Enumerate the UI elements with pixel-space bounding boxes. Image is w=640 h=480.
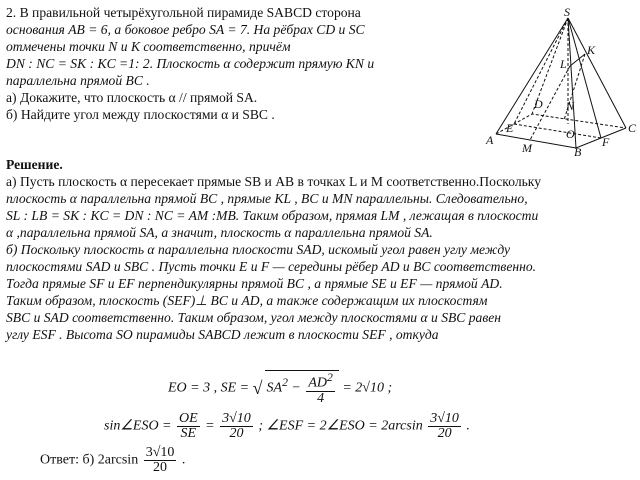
formula-text: . [466, 418, 470, 434]
solution-line: SBC и SAD соответственно. Таким образом, угол между плоскостями α и SBC равен [6, 310, 502, 325]
problem-line: а) Докажите, что плоскость α // прямой SA. [6, 90, 258, 105]
solution-line: α ,параллельна прямой SA, а значит, плоскость α параллельна прямой SA. [6, 225, 433, 240]
solution-heading: Решение. [6, 157, 63, 172]
formula-text: . [181, 452, 186, 468]
figure-label: E [506, 121, 514, 135]
figure-label: N [566, 99, 575, 113]
formula-text: SA [266, 380, 283, 396]
figure-label: L [560, 57, 567, 71]
solution-line: Таким образом, плоскость (SEF)⊥ BC и AD, а также содержащим их плоскостям [6, 293, 488, 308]
formula-text: sin∠ESO = [104, 418, 172, 434]
problem-line: б) Найдите угол между плоскостями α и SBC . [6, 107, 275, 122]
formula-text: SE [180, 426, 197, 441]
figure-label: B [574, 145, 582, 156]
fraction [306, 371, 335, 406]
problem-statement [6, 4, 374, 123]
answer [40, 446, 185, 475]
figure-label: D [534, 97, 543, 111]
figure-label: F [602, 135, 610, 149]
solution-line: плоскость α параллельна прямой BC , прямые KL , BC и MN параллельны. Следовательно, [6, 191, 528, 206]
formula-text: ; ∠ESF = 2∠ESO = 2arcsin [258, 418, 423, 434]
formula-text: OE [179, 411, 198, 426]
formula-text: − [291, 380, 301, 396]
solution [6, 156, 541, 343]
answer-label: Ответ: б) 2arcsin [40, 452, 139, 468]
solution-line: плоскостями SAD и SBC . Пусть точки E и F — середины рёбер AD и BC соответственно. [6, 259, 537, 274]
sqrt-icon: √ [252, 377, 263, 398]
problem-line: DN : NC = SK : KC =1: 2. Плоскость α содержит прямую KN и [6, 56, 375, 71]
figure-label: A [486, 133, 494, 147]
formula-sin [104, 412, 470, 441]
problem-line: основания AB = 6, а боковое ребро SA = 7. На рёбрах CD и SC [6, 22, 365, 37]
figure-label: M [522, 141, 532, 155]
formula-text: 3√10 [430, 411, 459, 426]
figure-label: C [628, 121, 636, 135]
problem-line: параллельна прямой BC . [6, 73, 150, 88]
figure-label: O [566, 127, 575, 141]
formula-text: 20 [437, 426, 452, 441]
figure-label: S [564, 6, 570, 19]
solution-line: SL : LB = SK : KC = DN : NC = AM :MB. Таким образом, прямая LM , лежащая в плоскости [6, 208, 539, 223]
fraction [144, 446, 177, 475]
formula-se [168, 370, 392, 406]
formula-text: 4 [317, 390, 325, 406]
figure-label: K [587, 43, 596, 57]
fraction [220, 412, 253, 441]
formula-text: = 2√10 ; [342, 380, 393, 396]
formula-text: AD [308, 375, 328, 391]
solution-line: б) Поскольку плоскость α параллельна плоскости SAD, искомый угол равен углу между [6, 242, 511, 257]
formula-text: 20 [153, 460, 168, 475]
solution-line: углу ESF . Высота SO пирамиды SABCD лежит в плоскости SEF , откуда [6, 327, 439, 342]
pyramid-figure [484, 6, 636, 156]
formula-text: 3√10 [222, 411, 251, 426]
formula-text: EO = 3 , SE = [168, 380, 250, 396]
solution-line: а) Пусть плоскость α пересекает прямые SB и AB в точках L и M соответственно.Поскольку [6, 174, 542, 189]
formula-text: = [205, 418, 215, 434]
problem-line: отмечены точки N и K соответственно, причём [6, 39, 291, 54]
fraction [428, 412, 461, 441]
radicand [265, 370, 339, 406]
formula-text: 20 [229, 426, 244, 441]
fraction [177, 412, 200, 441]
formula-text: 2 [327, 371, 333, 384]
formula-text: 3√10 [145, 445, 175, 460]
solution-line: Тогда прямые SF и EF перпендикулярны прямой BC , а прямые SE и EF — прямой AD. [6, 276, 503, 291]
formula-text: 2 [282, 375, 288, 389]
problem-line: 2. В правильной четырёхугольной пирамиде SABCD сторона [6, 5, 361, 20]
